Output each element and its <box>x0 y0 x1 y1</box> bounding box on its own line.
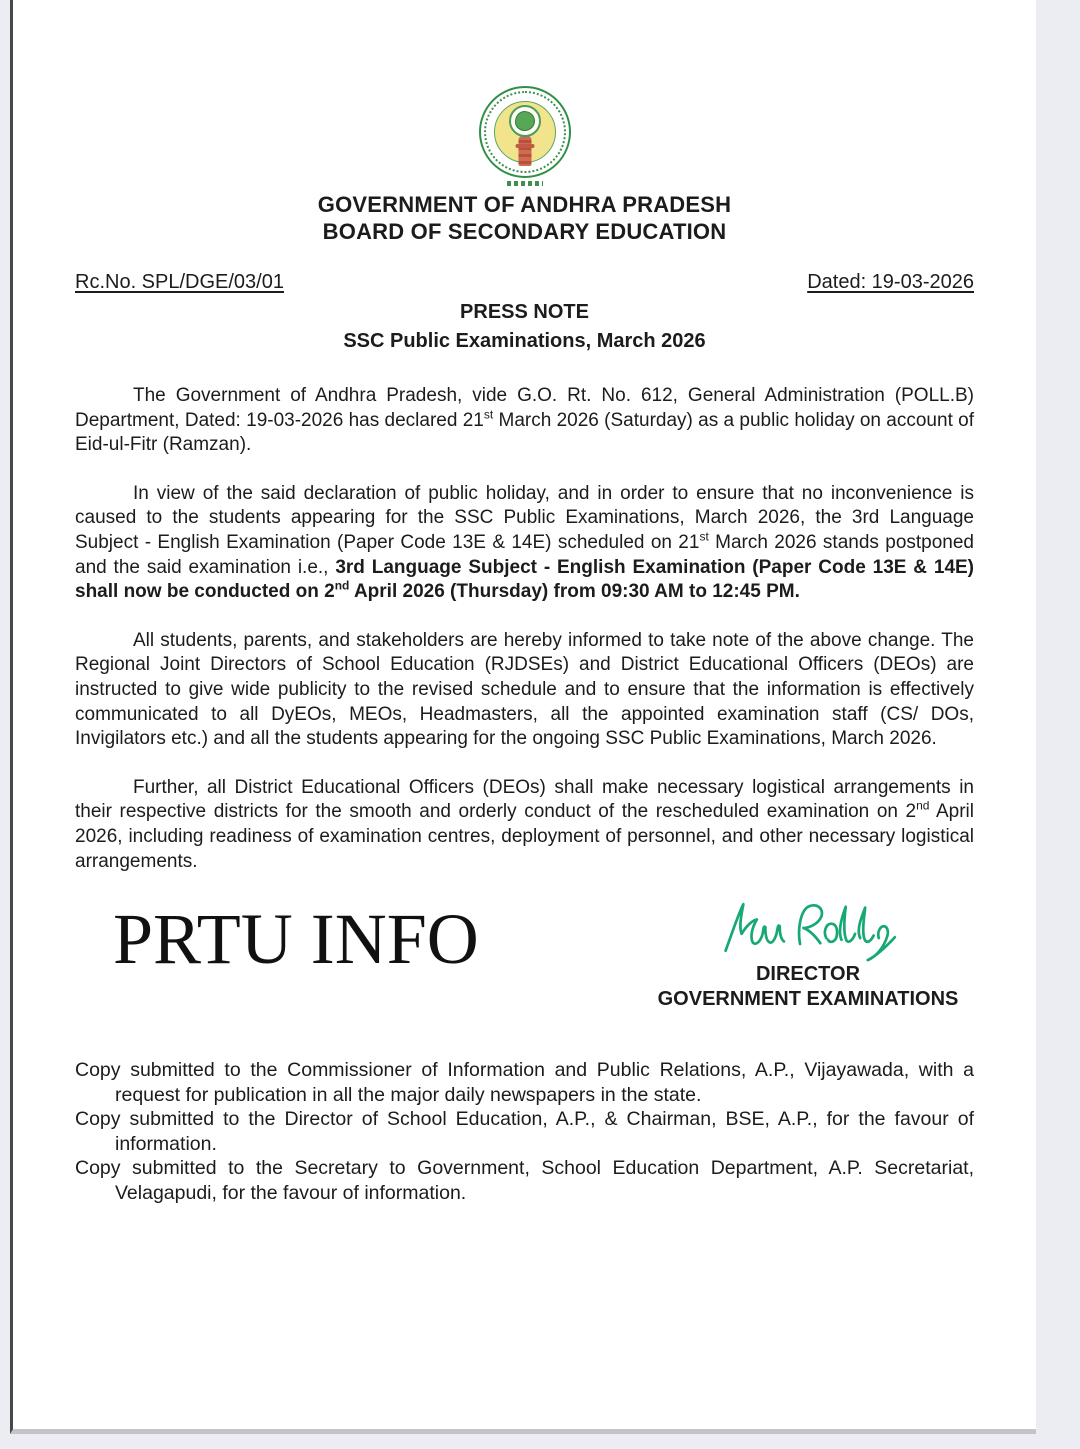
signatory-department: GOVERNMENT EXAMINATIONS <box>657 988 959 1011</box>
emblem-center-seal <box>509 105 541 137</box>
paragraph-exam-postponement <box>75 482 974 605</box>
emblem-center-motif <box>515 111 535 131</box>
board-title: BOARD OF SECONDARY EDUCATION <box>322 219 727 244</box>
paragraph-text: In view of the said declaration of public holiday, and in order to ensure that no inconvenience is caused to the students appearing for the SSC Public Examinations, March 2026, the 3rd Language Subject - English Examination (Paper Code 13E & 14E) scheduled on 21 <box>75 482 974 553</box>
paragraph-text: April 2026 (Thursday) from 09:30 AM to 12:45 PM. <box>349 581 800 603</box>
copy-item: Copy submitted to the Director of School Education, A.P., & Chairman, BSE, A.P., for the favour of information. <box>75 1108 974 1155</box>
paragraph-text: 3rd Language Subject - English Examination (Paper Code 13E & 14E) shall now be conducted on 2 <box>75 556 975 603</box>
paragraph-publicity-instructions <box>75 629 974 752</box>
paragraph-text: March 2026 (Saturday) as a public holiday on account of Eid-ul-Fitr (Ramzan). <box>75 409 974 456</box>
ordinal-superscript: st <box>699 529 709 544</box>
signature-block <box>642 900 974 1012</box>
government-title: GOVERNMENT OF ANDHRA PRADESH <box>317 192 732 217</box>
paragraph-logistics-instructions <box>75 776 974 874</box>
press-note-subtitle: SSC Public Examinations, March 2026 <box>343 330 706 352</box>
andhra-pradesh-emblem-icon <box>479 86 571 178</box>
copy-distribution-list <box>75 1058 974 1206</box>
copy-item: Copy submitted to the Commissioner of Information and Public Relations, A.P., Vijayawada, with a request for publication in all the major daily newspapers in the state. <box>75 1059 974 1106</box>
emblem-ashoka-pillar <box>518 136 531 166</box>
prtu-info-watermark: PRTU INFO <box>113 899 479 980</box>
paragraph-text: All students, parents, and stakeholders are hereby informed to take note of the above change. The Regional Joint Directors of School Education (RJDSEs) and District Educational Officers (DEOs) are instructed to give wide publicity to the revised schedule and to ensure that the information is effectively communicated to all DyEOs, MEOs, Headmasters, all the appointed examination staff (CS/ DOs, Invigilators etc.) and all the students appearing for the ongoing SSC Public Examinations, March 2026. <box>75 629 974 750</box>
ordinal-superscript: nd <box>916 798 930 813</box>
director-signature-icon <box>706 900 911 966</box>
reference-row <box>75 271 974 294</box>
paragraph-text: The Government of Andhra Pradesh, vide G.O. Rt. No. 612, General Administration (POLL.B) Department, Dated: 19-03-2026 has declared 21 <box>75 385 974 431</box>
dated-label: Dated: 19-03-2026 <box>807 271 974 293</box>
ordinal-superscript: st <box>483 407 494 422</box>
paragraph-text: April 2026, including readiness of examination centres, deployment of personnel, and other necessary logistical arrangements. <box>75 801 974 872</box>
rc-number: Rc.No. SPL/DGE/03/01 <box>75 271 284 293</box>
paragraph-holiday-declaration <box>75 384 974 458</box>
emblem-caption-script <box>507 181 543 186</box>
paragraph-text: March 2026 stands postponed and the said examination i.e., <box>75 531 975 578</box>
paragraph-text: Further, all District Educational Officers (DEOs) shall make necessary logistical arrangements in their respective districts for the smooth and orderly conduct of the rescheduled examination on 2 <box>75 776 974 823</box>
copy-item: Copy submitted to the Secretary to Government, School Education Department, A.P. Secretariat, Velagapudi, for the favour of information. <box>75 1157 974 1205</box>
signatory-designation: DIRECTOR <box>755 963 861 986</box>
ordinal-superscript: nd <box>334 578 350 593</box>
press-note-title: PRESS NOTE <box>460 301 589 323</box>
document-page <box>10 0 1036 1434</box>
signature-row <box>75 900 974 1012</box>
